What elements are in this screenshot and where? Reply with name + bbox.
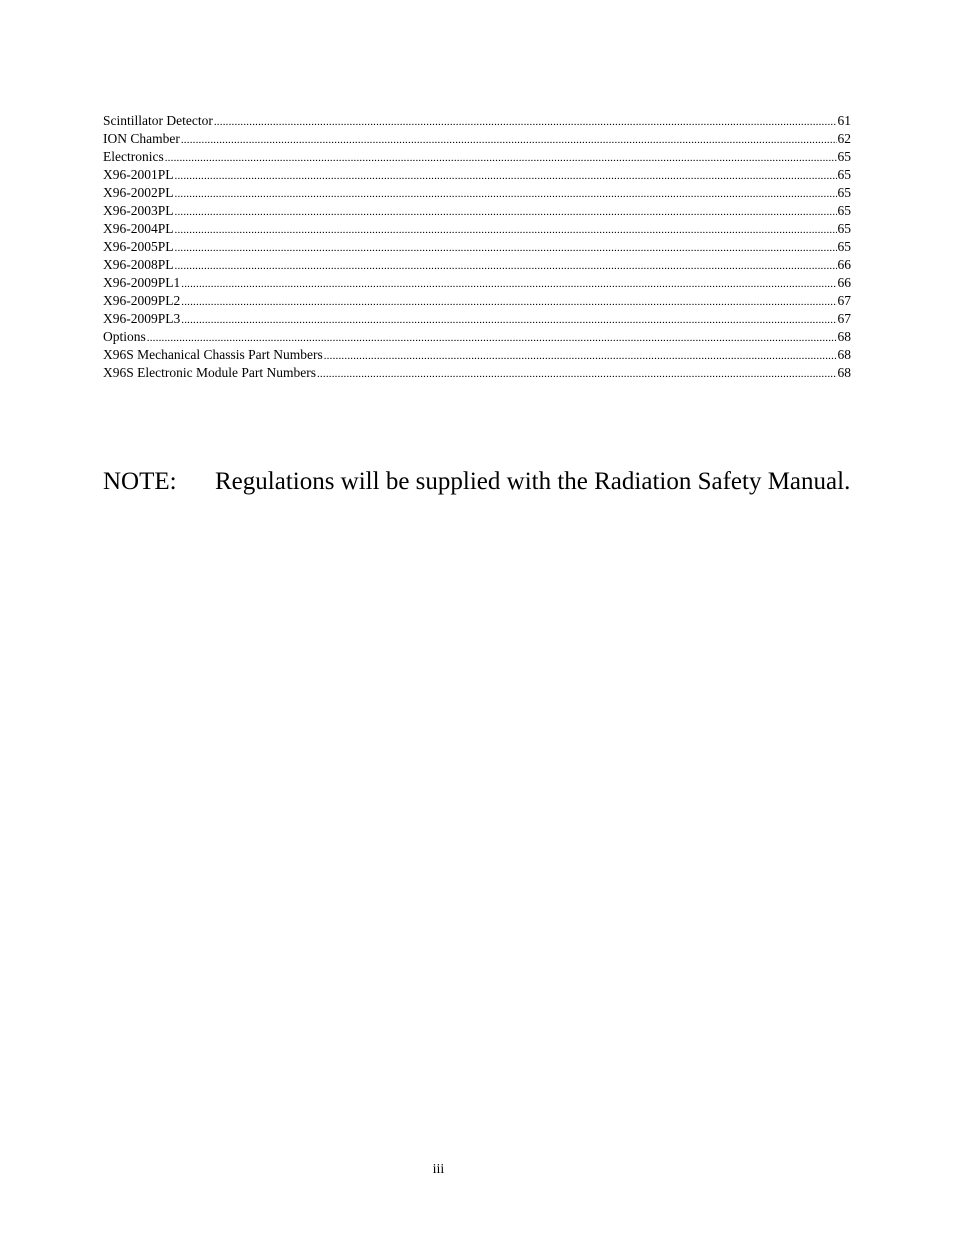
toc-entry[interactable] <box>103 310 851 328</box>
toc-entry-title: X96-2005PL <box>103 239 174 254</box>
note-text: Regulations will be supplied with the Radiation Safety Manual. <box>215 468 851 495</box>
toc-entry-page: 65 <box>837 185 851 200</box>
toc-entry[interactable] <box>103 346 851 364</box>
toc-entry-page: 67 <box>837 311 851 326</box>
toc-dot-leader <box>181 275 836 292</box>
toc-entry-title: Electronics <box>103 149 164 164</box>
toc-entry[interactable] <box>103 184 851 202</box>
toc-dot-leader <box>175 167 837 184</box>
toc-entry-page: 62 <box>837 131 851 146</box>
toc-entry-title: X96S Mechanical Chassis Part Numbers <box>103 347 323 362</box>
toc-entry-title: ION Chamber <box>103 131 180 146</box>
regulations-note <box>103 466 863 498</box>
toc-entry-page: 68 <box>837 347 851 362</box>
toc-dot-leader <box>175 239 837 256</box>
toc-entry-title: X96-2008PL <box>103 257 174 272</box>
toc-entry[interactable] <box>103 328 851 346</box>
toc-entry-title: X96-2009PL3 <box>103 311 181 326</box>
toc-entry-page: 65 <box>837 149 851 164</box>
toc-dot-leader <box>175 257 837 274</box>
toc-dot-leader <box>175 221 837 238</box>
toc-entry-page: 61 <box>837 113 851 128</box>
toc-entry-page: 65 <box>837 239 851 254</box>
toc-entry[interactable] <box>103 364 851 382</box>
toc-dot-leader <box>181 293 836 310</box>
page-number: iii <box>432 1162 445 1177</box>
toc-entry-title: X96-2003PL <box>103 203 174 218</box>
toc-entry-page: 68 <box>837 365 851 380</box>
toc-dot-leader <box>147 329 837 346</box>
toc-entry[interactable] <box>103 130 851 148</box>
toc-entry[interactable] <box>103 274 851 292</box>
toc-entry-title: Options <box>103 329 146 344</box>
toc-entry-page: 65 <box>837 167 851 182</box>
toc-dot-leader <box>175 185 837 202</box>
toc-entry-page: 66 <box>837 275 851 290</box>
toc-entry[interactable] <box>103 238 851 256</box>
toc-dot-leader <box>175 203 837 220</box>
toc-entry-page: 65 <box>837 203 851 218</box>
toc-entry-page: 68 <box>837 329 851 344</box>
toc-entry-title: X96-2009PL2 <box>103 293 181 308</box>
toc-entry-title: X96-2009PL1 <box>103 275 181 290</box>
note-label: NOTE: <box>103 468 177 495</box>
toc-entry[interactable] <box>103 166 851 184</box>
toc-entry-title: X96-2004PL <box>103 221 174 236</box>
toc-entry-title: X96-2001PL <box>103 167 174 182</box>
toc-entry-page: 66 <box>837 257 851 272</box>
toc-entry[interactable] <box>103 148 851 166</box>
toc-entry[interactable] <box>103 220 851 238</box>
toc-entry[interactable] <box>103 292 851 310</box>
toc-dot-leader <box>324 347 837 364</box>
toc-dot-leader <box>317 365 837 382</box>
table-of-contents <box>103 112 851 382</box>
toc-entry-page: 65 <box>837 221 851 236</box>
toc-entry[interactable] <box>103 112 851 130</box>
toc-entry[interactable] <box>103 202 851 220</box>
toc-entry-page: 67 <box>837 293 851 308</box>
toc-dot-leader <box>181 131 837 148</box>
toc-dot-leader <box>165 149 837 166</box>
toc-entry[interactable] <box>103 256 851 274</box>
toc-dot-leader <box>214 113 837 130</box>
toc-entry-title: X96-2002PL <box>103 185 174 200</box>
toc-entry-title: Scintillator Detector <box>103 113 213 128</box>
toc-entry-title: X96S Electronic Module Part Numbers <box>103 365 316 380</box>
toc-dot-leader <box>181 311 836 328</box>
